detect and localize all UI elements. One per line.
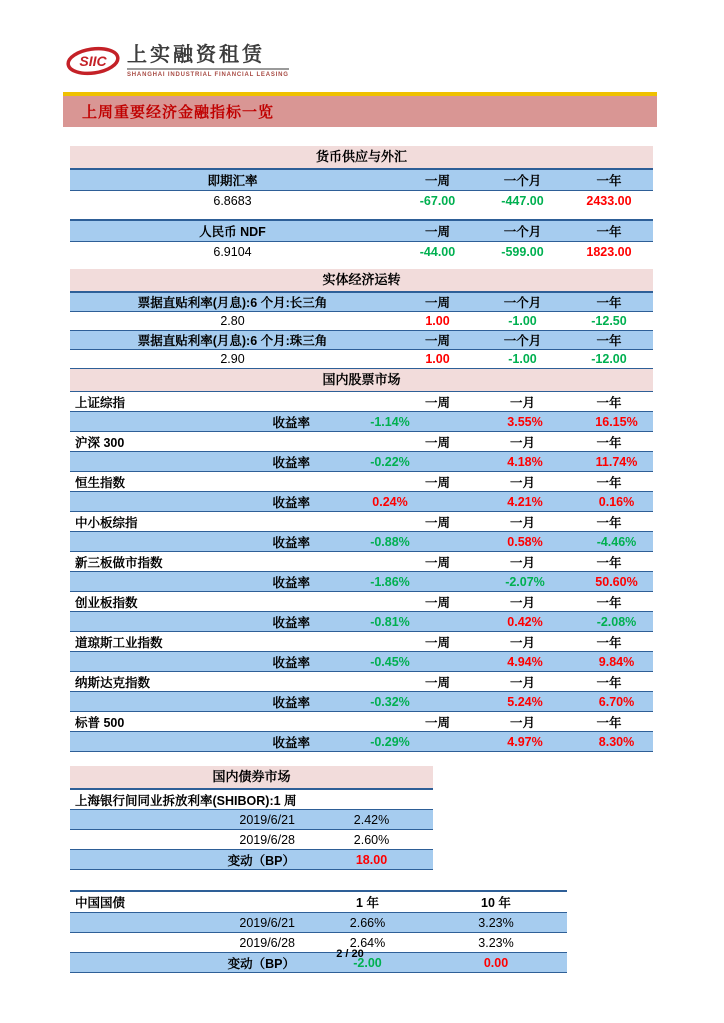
row-index-name [70, 472, 653, 492]
return-year: -2.08% [596, 614, 637, 629]
index-name: 恒生指数 [75, 475, 126, 490]
period-col-month: 一月 [509, 715, 535, 730]
return-month: 4.18% [507, 454, 543, 469]
row-index-name [70, 712, 653, 732]
table-money-fx [70, 146, 653, 262]
period-col-month: 一月 [509, 475, 535, 490]
return-year: 0.16% [598, 494, 635, 509]
change-month: -1.00 [508, 314, 537, 328]
company-logo [66, 44, 289, 78]
row-shibor-date [70, 830, 433, 850]
period-col-year: 一年 [596, 715, 622, 730]
yield-label: 收益率 [272, 695, 310, 710]
return-month: 4.94% [507, 654, 543, 669]
company-name-en: SHANGHAI INDUSTRIAL FINANCIAL LEASING [127, 72, 289, 78]
indicator-name: 即期汇率 [207, 174, 258, 188]
period-col-month: 一月 [509, 515, 535, 530]
row-shibor-date [70, 810, 433, 830]
indicator-name: 票据直贴利率(月息):6 个月:珠三角 [137, 334, 328, 348]
return-year: 9.84% [598, 654, 635, 669]
row-indicator-values [70, 242, 653, 262]
row-index-name [70, 432, 653, 452]
period-col-week: 一周 [424, 174, 450, 188]
shibor-name: 上海银行间同业拆放利率(SHIBOR):1 周 [75, 793, 297, 808]
row-indicator-header [70, 293, 653, 312]
period-col-year: 一年 [596, 395, 622, 410]
date-label: 2019/6/21 [239, 915, 295, 930]
return-week: -0.45% [370, 654, 410, 669]
row-indicator-values [70, 191, 653, 211]
period-col-month: 一月 [509, 395, 535, 410]
return-month: 4.21% [507, 494, 543, 509]
return-month: 3.55% [507, 414, 543, 429]
index-name: 纳斯达克指数 [75, 675, 151, 690]
change-bp-1y: -2.00 [353, 955, 382, 970]
row-indicator-header [70, 219, 653, 242]
row-index-name [70, 592, 653, 612]
change-label: 变动（BP） [227, 956, 295, 971]
yield-label: 收益率 [272, 455, 310, 470]
row-index-name [70, 552, 653, 572]
return-week: 0.24% [372, 494, 408, 509]
return-week: -0.32% [370, 694, 410, 709]
period-col-year: 一年 [596, 475, 622, 490]
period-col-week: 一周 [424, 334, 450, 348]
change-week: 1.00 [425, 314, 450, 328]
report-body [70, 146, 653, 973]
indicator-name: 人民币 NDF [199, 225, 266, 239]
return-month: 0.42% [507, 614, 543, 629]
current-value: 2.90 [220, 352, 245, 366]
return-month: 5.24% [507, 694, 543, 709]
change-year: -12.50 [591, 314, 627, 328]
return-year: 6.70% [598, 694, 635, 709]
return-week: -0.22% [370, 454, 410, 469]
period-col-year: 一年 [596, 675, 622, 690]
fx-block-ndf [70, 219, 653, 262]
return-month: -2.07% [505, 574, 545, 589]
tenor-col-10y: 10 年 [481, 896, 511, 910]
index-name: 新三板做市指数 [75, 555, 163, 570]
spacer [70, 870, 653, 890]
period-col-week: 一周 [424, 555, 450, 570]
period-col-week: 一周 [424, 515, 450, 530]
change-year: 2433.00 [586, 194, 632, 208]
period-col-month: 一个月 [503, 296, 542, 310]
period-col-week: 一周 [424, 395, 450, 410]
siic-swoosh-icon [66, 44, 120, 78]
spacer [70, 752, 653, 766]
change-year: 1823.00 [586, 245, 632, 259]
period-col-year: 一年 [596, 595, 622, 610]
yield-1y: 2.64% [349, 935, 386, 950]
period-col-month: 一月 [509, 555, 535, 570]
period-col-week: 一周 [424, 225, 450, 239]
row-yield [70, 652, 653, 672]
row-shibor-change [70, 850, 433, 870]
row-yield [70, 452, 653, 472]
period-col-year: 一年 [596, 296, 622, 310]
row-index-name [70, 392, 653, 412]
yield-label: 收益率 [272, 615, 310, 630]
return-month: 0.58% [507, 534, 543, 549]
current-value: 6.9104 [213, 245, 252, 259]
period-col-month: 一月 [509, 675, 535, 690]
row-yield [70, 692, 653, 712]
yield-label: 收益率 [272, 575, 310, 590]
change-month: -1.00 [508, 352, 537, 366]
return-month: 4.97% [507, 734, 543, 749]
rate-value: 2.60% [353, 832, 390, 847]
section-header-money-fx: 货币供应与外汇 [70, 146, 653, 168]
row-index-name [70, 512, 653, 532]
period-col-month: 一个月 [503, 174, 542, 188]
index-name: 上证综指 [75, 395, 126, 410]
section-header-real-economy: 实体经济运转 [70, 269, 653, 293]
section-header-bond-market: 国内债券市场 [70, 766, 433, 790]
period-col-week: 一周 [424, 715, 450, 730]
period-col-year: 一年 [596, 174, 622, 188]
period-col-week: 一周 [424, 595, 450, 610]
return-week: -1.14% [370, 414, 410, 429]
row-yield [70, 732, 653, 752]
period-col-month: 一个月 [503, 225, 542, 239]
change-week: 1.00 [425, 352, 450, 366]
table-shibor [70, 766, 433, 870]
row-yield [70, 492, 653, 512]
yield-10y: 3.23% [478, 935, 514, 950]
treasury-name: 中国国债 [75, 896, 126, 910]
page-title: 上周重要经济金融指标一览 [82, 104, 275, 121]
change-month: -447.00 [501, 194, 544, 208]
return-year: 8.30% [598, 734, 635, 749]
period-col-week: 一周 [424, 635, 450, 650]
row-treasury-date [70, 913, 567, 933]
yield-1y: 2.66% [349, 915, 386, 930]
yield-label: 收益率 [272, 415, 310, 430]
logo-text [127, 44, 289, 78]
yield-label: 收益率 [272, 735, 310, 750]
current-value: 2.80 [220, 314, 245, 328]
return-week: -0.88% [370, 534, 410, 549]
table-treasury [70, 890, 567, 973]
return-year: 11.74% [595, 454, 638, 469]
period-col-year: 一年 [596, 334, 622, 348]
siic-mark-text: SIIC [79, 53, 107, 69]
date-label: 2019/6/28 [239, 935, 295, 950]
section-header-stock-market: 国内股票市场 [70, 369, 653, 392]
period-col-week: 一周 [424, 435, 450, 450]
row-yield [70, 572, 653, 592]
period-col-week: 一周 [424, 675, 450, 690]
row-yield [70, 612, 653, 632]
row-yield [70, 532, 653, 552]
yield-label: 收益率 [272, 655, 310, 670]
change-year: -12.00 [591, 352, 627, 366]
period-col-year: 一年 [596, 225, 622, 239]
change-bp-value: 18.00 [355, 852, 388, 867]
period-col-week: 一周 [424, 475, 450, 490]
index-name: 创业板指数 [75, 595, 138, 610]
period-col-year: 一年 [596, 635, 622, 650]
period-col-year: 一年 [596, 435, 622, 450]
row-index-name [70, 632, 653, 652]
row-treasury-header [70, 890, 567, 913]
current-value: 6.8683 [213, 194, 252, 208]
yield-10y: 3.23% [478, 915, 514, 930]
row-index-name [70, 672, 653, 692]
period-col-month: 一个月 [503, 334, 542, 348]
return-week: -0.81% [370, 614, 410, 629]
change-week: -44.00 [419, 245, 456, 259]
return-year: 50.60% [595, 574, 638, 589]
yield-label: 收益率 [272, 495, 310, 510]
period-col-month: 一月 [509, 635, 535, 650]
change-bp-10y: 0.00 [483, 955, 509, 970]
row-indicator-header [70, 331, 653, 350]
change-label: 变动（BP） [227, 853, 295, 868]
indicator-name: 票据直贴利率(月息):6 个月:长三角 [137, 296, 328, 310]
row-indicator-values [70, 312, 653, 331]
date-label: 2019/6/21 [239, 812, 295, 827]
change-week: -67.00 [419, 194, 456, 208]
period-col-month: 一月 [509, 435, 535, 450]
period-col-week: 一周 [424, 296, 450, 310]
index-name: 标普 500 [75, 715, 125, 730]
change-month: -599.00 [501, 245, 544, 259]
index-name: 中小板综指 [75, 515, 138, 530]
index-name: 道琼斯工业指数 [75, 635, 163, 650]
period-col-year: 一年 [596, 515, 622, 530]
date-label: 2019/6/28 [239, 832, 295, 847]
period-col-month: 一月 [509, 595, 535, 610]
fx-block-spot-rate [70, 168, 653, 211]
yield-label: 收益率 [272, 535, 310, 550]
row-shibor-name [70, 790, 433, 810]
row-indicator-header [70, 168, 653, 191]
row-yield [70, 412, 653, 432]
table-stock-market [70, 369, 653, 752]
index-name: 沪深 300 [75, 435, 125, 450]
tenor-col-1y: 1 年 [356, 896, 379, 910]
page-title-bar [63, 92, 657, 127]
page-number: 2 / 20 [336, 948, 364, 960]
return-year: 16.15% [595, 414, 638, 429]
table-real-economy [70, 269, 653, 369]
rate-value: 2.42% [353, 812, 390, 827]
row-indicator-values [70, 350, 653, 369]
spacer [70, 262, 653, 269]
return-year: -4.46% [596, 534, 637, 549]
company-name-cn: 上实融资租赁 [127, 44, 289, 70]
return-week: -0.29% [370, 734, 410, 749]
period-col-year: 一年 [596, 555, 622, 570]
return-week: -1.86% [370, 574, 410, 589]
